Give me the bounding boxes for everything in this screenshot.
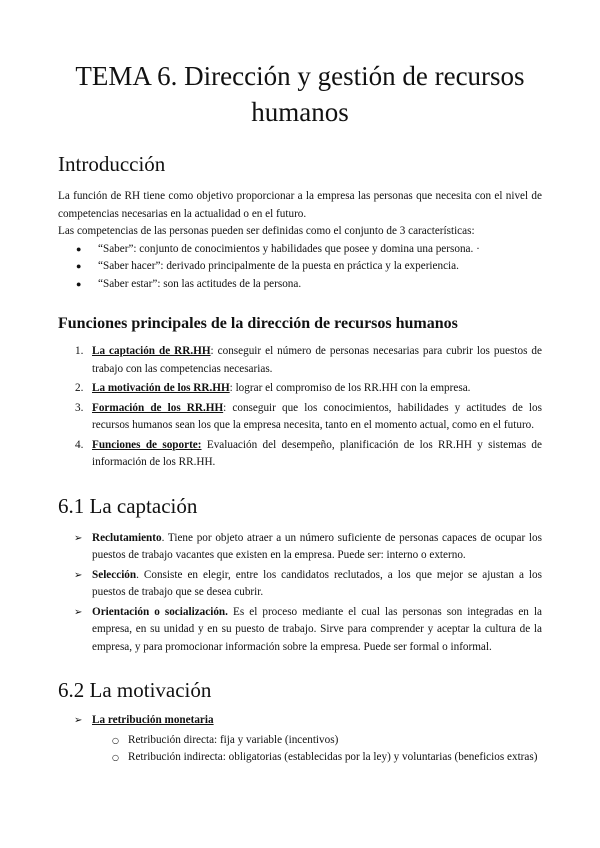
item-term: Selección	[92, 568, 137, 581]
arrow-bullet-icon: ➢	[74, 606, 83, 618]
intro-paragraph-1: La función de RH tiene como objetivo proporcionar a la empresa las personas que necesita con el nivel de competencias necesarias en la actualidad o en el futuro.	[58, 190, 542, 220]
list-item	[75, 437, 542, 472]
item-text: : lograr el compromiso de los RR.HH con la empresa.	[229, 382, 471, 394]
item-number: 4.	[75, 438, 84, 451]
item-term: La retribución monetaria	[92, 714, 214, 726]
circle-bullet-icon: ○	[112, 735, 119, 745]
list-item	[76, 258, 542, 276]
arrow-bullet-icon: ➢	[74, 532, 83, 544]
funciones-list	[58, 343, 542, 472]
list-item	[74, 712, 542, 730]
arrow-bullet-icon: ➢	[74, 715, 83, 726]
item-term: Orientación o socialización.	[92, 605, 228, 618]
item-number: 1.	[75, 345, 84, 357]
item-term: Funciones de soporte:	[92, 438, 202, 451]
title-line-1: TEMA 6. Dirección y gestión de recursos	[75, 61, 525, 91]
item-number: 2.	[75, 382, 84, 394]
motivacion-list	[58, 712, 542, 730]
list-item-text: Retribución directa: fija y variable (incentivos)	[128, 733, 339, 746]
list-item	[74, 604, 543, 657]
item-term: Reclutamiento	[92, 531, 162, 544]
list-item-text: “Saber estar”: son las actitudes de la persona.	[98, 277, 302, 290]
list-item	[76, 241, 542, 259]
list-item	[112, 732, 542, 750]
circle-bullet-icon: ○	[112, 753, 119, 762]
item-text: Es el proceso mediante el cual las personas son integradas en la empresa, en su unidad y en su puesto de trabajo. Sirve para comprender y aceptar la cultura de la empresa, y para promocionar información sobre la empresa. Puede ser formal o informal.	[92, 605, 543, 653]
list-item	[74, 530, 542, 565]
intro-heading: Introducción	[58, 152, 166, 176]
item-text: . Consiste en elegir, entre los candidatos reclutados, a los que mejor se ajustan a los puestos de trabajo que se desea cubrir.	[92, 568, 542, 598]
item-text: : conseguir el número de personas necesarias para cubrir los puestos de trabajo con las competencias necesarias.	[92, 345, 542, 375]
intro-paragraph-2: Las competencias de las personas pueden ser definidas como el conjunto de 3 características:	[58, 225, 475, 237]
list-item-text: “Saber hacer”: derivado principalmente de la puesta en práctica y la experiencia.	[98, 260, 459, 272]
funciones-heading: Funciones principales de la dirección de recursos humanos	[58, 315, 458, 332]
motivacion-heading: 6.2 La motivación	[58, 678, 212, 702]
item-text: : conseguir que los conocimientos, habilidades y actitudes de los recursos humanos sean los que la empresa necesita, tanto en el momento actual, como en el futuro.	[92, 401, 542, 431]
captacion-list	[58, 530, 542, 657]
list-item-text: “Saber”: conjunto de conocimientos y habilidades que posee y domina una persona. ·	[98, 242, 480, 255]
retribucion-sublist	[58, 732, 542, 767]
bullet-icon: ●	[76, 278, 82, 289]
list-item	[76, 276, 542, 294]
document-title	[58, 58, 542, 130]
list-item	[75, 343, 542, 378]
bullet-icon: ●	[76, 243, 82, 254]
item-text: Evaluación del desempeño, planificación de los RR.HH y sistemas de información de los RR.HH.	[92, 438, 542, 468]
item-text: . Tiene por objeto atraer a un número suficiente de personas capaces de ocupar los puestos de trabajo vacantes que existen en la empresa. Puede ser: interno o externo.	[92, 531, 542, 561]
bullet-icon: ●	[76, 261, 82, 271]
list-item	[112, 749, 542, 767]
list-item	[74, 567, 542, 602]
captacion-heading: 6.1 La captación	[58, 493, 198, 518]
item-term: Formación de los RR.HH	[92, 401, 224, 414]
competencias-list	[58, 241, 542, 294]
item-number: 3.	[75, 401, 84, 414]
item-term: La motivación de los RR.HH	[92, 382, 230, 394]
item-term: La captación de RR.HH	[92, 345, 211, 357]
title-line-2: humanos	[251, 97, 349, 127]
arrow-bullet-icon: ➢	[74, 569, 83, 581]
list-item	[75, 380, 542, 398]
list-item	[75, 400, 542, 435]
list-item-text: Retribución indirecta: obligatorias (establecidas por la ley) y voluntarias (beneficios extras)	[128, 751, 538, 763]
